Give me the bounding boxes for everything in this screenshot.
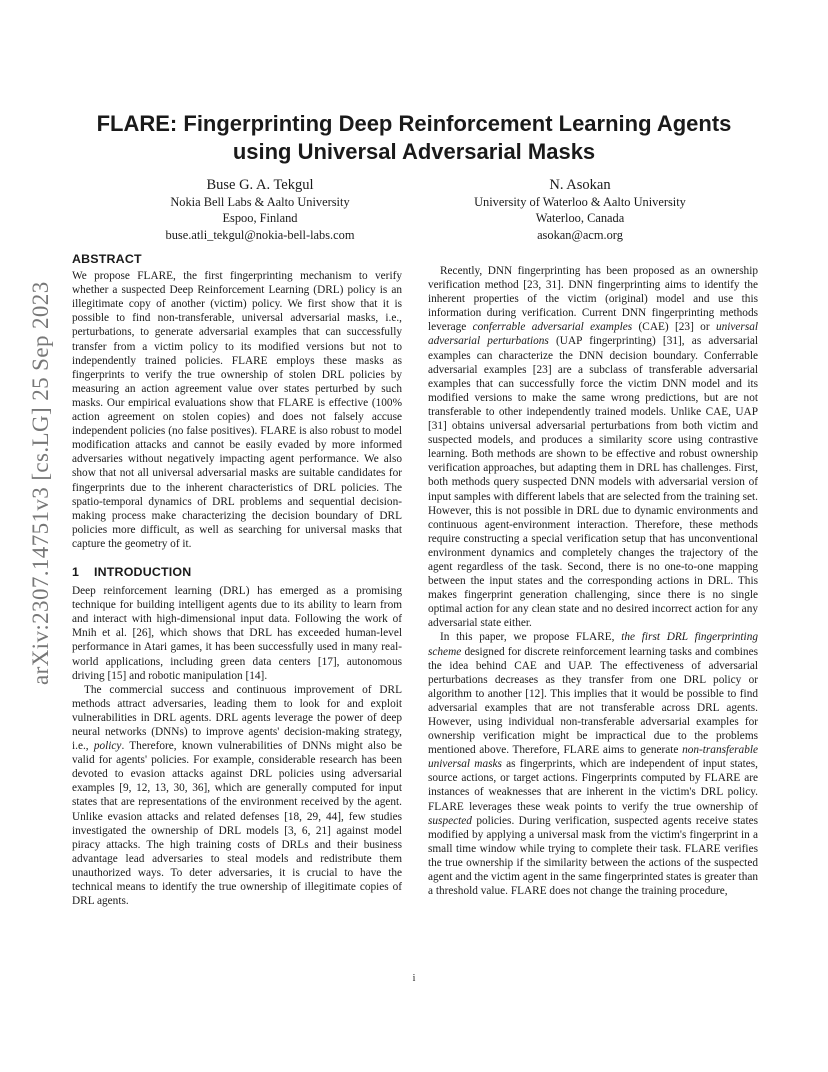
abstract-text: We propose FLARE, the first fingerprinting mechanism to verify whether a suspected Deep Reinforcement Learning (DRL) policy is an illegitimate copy of another (victim) policy. We first show that it is possible to find non-transferable, universal adversarial masks, i.e., perturbations, to generate adversarial examples that can successfully transfer from a victim policy to its modified versions but not to independently trained policies. FLARE employs these masks as fingerprints to verify the true ownership of stolen DRL policies by measuring an action agreement value over states perturbed by such masks. Our empirical evaluations show that FLARE is effective (100% action agreement on stolen copies) and does not falsely accuse independent policies (no false positives). FLARE is also robust to model modification attacks and cannot be easily evaded by more informed adversaries without negatively impacting agent performance. We also show that not all universal adversarial masks are suitable candidates for fingerprints due to the inherent characteristics of DRL policies. The spatio-temporal dynamics of DRL problems and sequential decision-making process make characterizing the decision boundary of DRL policies more difficult, as well as searching for universal masks that capture the geometry of it. [72,270,402,550]
author-email: buse.atli_tekgul@nokia-bell-labs.com [165,227,355,242]
page-number: i [412,973,416,984]
right-paragraph-1: Recently, DNN fingerprinting has been proposed as an ownership verification method [23, 31]. DNN fingerprinting aims to identify the inherent properties of the victim (original) model and use this information during verification. Current DNN fingerprinting methods leverage conferrable adversarial examples (CAE) [23] or universal adversarial perturbations (UAP fingerprinting) [31], as adversarial examples can characterize the DNN decision boundary. Conferrable adversarial examples [23] are a subclass of transferable adversarial examples that can successfully force the victim DNN model and its modified versions to make the same wrong predictions, but are not transferable to other independently trained models. Unlike CAE, UAP [31] obtains universal adversarial perturbations from both victim and suspected models, and produces a similarity score using contrastive learning. Both methods are shown to be effective and robust ownership verification approaches, but adapting them in DRL has challenges. First, both methods query suspected DNN models with adversarial version of input samples with different labels that are selected from the training set. However, this is not possible in DRL due to dynamic environments and continuous agent-environment interaction. Therefore, these methods require constructing a special verification setup that has unconventional environment dynamics and completely changes the trajectory of the agent regardless of the task. Second, there is no one-to-one mapping between the input states and the corresponding actions in DRL. This makes fingerprint generation challenging, since there is no single optimal action for any clean state and no desired incorrect action for any adversarial state either. [428,265,758,630]
author-location: Espoo, Finland [222,211,298,226]
section-title: INTRODUCTION [94,564,192,579]
intro-paragraph-2: The commercial success and continuous improvement of DRL methods attract adversaries, leading them to look for and exploit vulnerabilities in DRL agents. DRL agents leverage the power of deep neural networks (DNNs) to improve agents' decision-making strategy, i.e., policy. Therefore, known vulnerabilities of DNNs might also be valid for agents' policies. For example, considerable research has been devoted to evasion attacks against DRL policies using adversarial examples [9, 12, 13, 30, 36], which are generally computed for input states that are representations of the environment received by the agent. Unlike evasion attacks and related defenses [18, 29, 44], few studies investigated the ownership of DRL models [3, 6, 21] against model piracy attacks. The high training costs of DRLs and their business advantage lead adversaries to steal models and redistribute them unauthorized ways. To deter adversaries, it is crucial to have the technical means to identify the true ownership of illegitimate copies of DRL agents. [72,683,402,908]
left-column [72,252,402,908]
introduction-heading [72,565,402,579]
author-block-2 [410,176,750,243]
abstract-heading: ABSTRACT [72,252,142,266]
author-affiliation: Nokia Bell Labs & Aalto University [170,195,350,209]
arxiv-identifier-text: arXiv:2307.14751v3 [cs.LG] 25 Sep 2023 [28,281,53,685]
title-line-2: using Universal Adversarial Masks [232,139,596,164]
title-line-1: FLARE: Fingerprinting Deep Reinforcement Learning Agents [96,111,732,136]
author-location: Waterloo, Canada [535,211,625,226]
author-name: N. Asokan [549,177,611,193]
author-block-1 [90,176,430,243]
author-email: asokan@acm.org [537,227,623,242]
right-column [428,264,758,898]
right-paragraph-2: In this paper, we propose FLARE, the first DRL fingerprinting scheme designed for discrete reinforcement learning tasks and combines the idea behind CAE and UAP. The effectiveness of adversarial perturbations decreases as they transfer from one DRL policy or algorithm to another [12]. This implies that it would be possible to find adversarial examples that are not transferable across DRL agents. However, using individual non-transferable adversarial examples for ownership verification might be impractical due to the problems mentioned above. Therefore, FLARE aims to generate non-transferable universal masks as fingerprints, which are independent of input states, source actions, or target actions. Fingerprints computed by FLARE are instances of weaknesses that are inherent in the victim's DRL policy. FLARE leverages these weak points to verify the true ownership of suspected policies. During verification, suspected agents receive states modified by applying a universal mask from the victim's fingerprint in a small time window while trying to complete their task. FLARE verifies the true ownership if the similarity between the actions of the suspected agent and the victim agent in the same fingerprinted states is greater than a threshold value. FLARE does not change the training procedure, [428,631,759,898]
paper-title [70,110,758,166]
author-affiliation: University of Waterloo & Aalto University [474,195,686,209]
author-name: Buse G. A. Tekgul [206,177,314,193]
arxiv-identifier [20,281,56,685]
intro-paragraph-1: Deep reinforcement learning (DRL) has emerged as a promising technique for building intelligent agents due to its ability to learn from and interact with high-dimensional input data. Following the work of Mnih et al. [26], which shows that DRL has exceeded human-level performance in Atari games, it has been successfully used in many real-world applications, including green data centers [17], autonomous driving [15] and robotic manipulation [14]. [72,585,402,682]
section-number: 1 [72,564,80,579]
